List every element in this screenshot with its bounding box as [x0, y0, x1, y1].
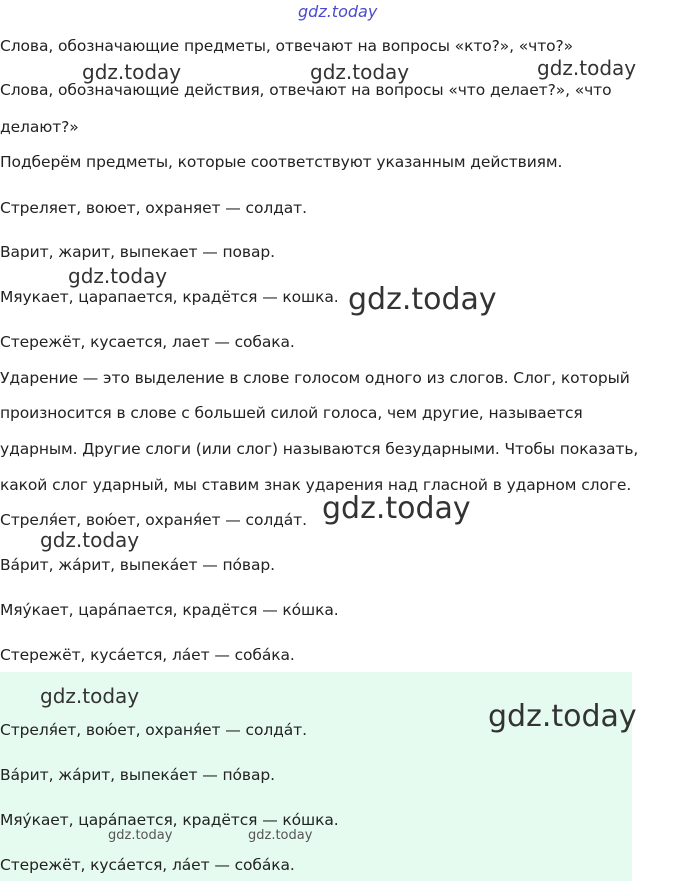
watermark: gdz.today — [537, 56, 637, 80]
stress-definition-line-1: Ударение — это выделение в слове голосом одного из слогов. Слог, который — [0, 369, 630, 387]
watermark-top: gdz.today — [298, 2, 378, 21]
watermark: gdz.today — [348, 282, 497, 317]
watermark: gdz.today — [322, 491, 471, 526]
watermark: gdz.today — [82, 60, 182, 84]
stress-definition-line-2: произносится в слове с большей силой голоса, чем другие, называется — [0, 404, 583, 422]
stress-definition-line-3: ударным. Другие слоги (или слог) называются безударными. Чтобы показать, — [0, 440, 639, 458]
watermark: gdz.today — [108, 828, 173, 843]
task-instruction-line: Подберём предметы, которые соответствуют указанным действиям. — [0, 153, 563, 171]
answer-cat-line: Мяу́кает, цара́пается, крадётся — ко́шка. — [0, 811, 339, 829]
stressed-cat-line: Мяу́кает, цара́пается, крадётся — ко́шка. — [0, 601, 339, 619]
rule-actions-line: Слова, обозначающие действия, отвечают на вопросы «что делает?», «что — [0, 81, 612, 99]
rule-objects-line: Слова, обозначающие предметы, отвечают на вопросы «кто?», «что?» — [0, 37, 574, 55]
stressed-cook-line: Ва́рит, жа́рит, выпека́ет — по́вар. — [0, 556, 275, 574]
watermark: gdz.today — [248, 828, 313, 843]
watermark: gdz.today — [68, 264, 168, 288]
answer-cook-line: Ва́рит, жа́рит, выпека́ет — по́вар. — [0, 766, 275, 784]
rule-actions-line-continued: делают?» — [0, 118, 79, 136]
example-dog-line: Стережёт, кусается, лает — собака. — [0, 333, 295, 351]
watermark: gdz.today — [488, 699, 637, 734]
answer-dog-line: Стережёт, куса́ется, ла́ет — соба́ка. — [0, 856, 295, 874]
answer-soldier-line: Стреля́ет, вою́ет, охраня́ет — солда́т. — [0, 721, 307, 739]
example-cat-line: Мяукает, царапается, крадётся — кошка. — [0, 288, 339, 306]
stressed-soldier-line: Стреля́ет, вою́ет, охраня́ет — солда́т. — [0, 511, 307, 529]
stressed-dog-line: Стережёт, куса́ется, ла́ет — соба́ка. — [0, 646, 295, 664]
example-cook-line: Варит, жарит, выпекает — повар. — [0, 243, 275, 261]
example-soldier-line: Стреляет, воюет, охраняет — солдат. — [0, 199, 307, 217]
watermark: gdz.today — [40, 684, 140, 708]
watermark: gdz.today — [310, 60, 410, 84]
stress-definition-line-4: какой слог ударный, мы ставим знак ударения над гласной в ударном слоге. — [0, 476, 632, 494]
watermark: gdz.today — [40, 528, 140, 552]
